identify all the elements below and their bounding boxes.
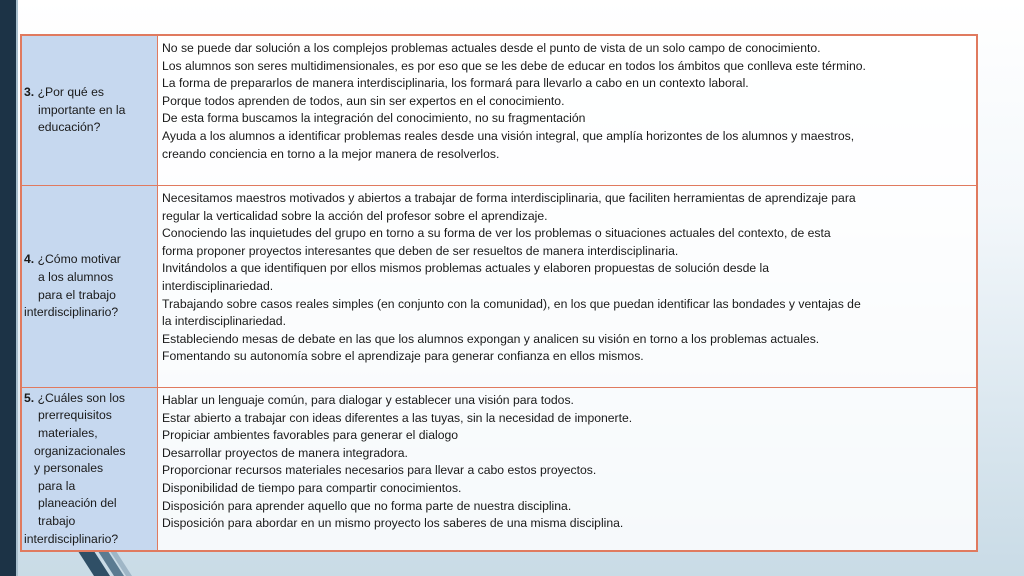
answer-line: Propiciar ambientes favorables para generar el dialogo bbox=[162, 428, 459, 443]
answer-line: interdisciplinariedad. bbox=[162, 278, 274, 293]
answer-line: Estableciendo mesas de debate en las que los alumnos expongan y analicen su visión en torno a los problemas actuales. bbox=[162, 331, 820, 346]
question-number: 5. bbox=[24, 390, 35, 405]
answer-line: La forma de prepararlos de manera interdisciplinaria, los formará para llevarlo a cabo en un contexto laboral. bbox=[162, 76, 749, 91]
question-text: ¿Cuáles son los bbox=[37, 390, 125, 405]
question-line: interdisciplinario? bbox=[24, 305, 119, 320]
answer-cell-5 bbox=[158, 388, 977, 551]
answer-line: la interdisciplinariedad. bbox=[162, 314, 286, 329]
question-line: educación? bbox=[38, 120, 101, 135]
question-text: ¿Cómo motivar bbox=[37, 252, 121, 267]
answer-line: Estar abierto a trabajar con ideas diferentes a las tuyas, sin la necesidad de imponerte. bbox=[162, 410, 633, 425]
question-line: prerrequisitos bbox=[38, 408, 112, 423]
question-line bbox=[24, 84, 155, 102]
table-row-3 bbox=[22, 36, 977, 186]
question-number: 4. bbox=[24, 252, 35, 267]
question-text: ¿Por qué es bbox=[37, 85, 104, 100]
left-stripe-light bbox=[16, 0, 18, 576]
question-line: para la bbox=[38, 478, 76, 493]
answer-cell-3 bbox=[158, 36, 977, 186]
answer-cell-4 bbox=[158, 186, 977, 388]
question-cell-5 bbox=[22, 388, 158, 551]
answer-line: Los alumnos son seres multidimensionales, es por eso que se les debe de educar en todos los ámbitos que conlleva este término. bbox=[162, 58, 866, 73]
answer-line: Trabajando sobre casos reales simples (en conjunto con la comunidad), en los que puedan identificar las bondades y ventajas de bbox=[162, 296, 861, 311]
answer-line: Disponibilidad de tiempo para compartir conocimientos. bbox=[162, 480, 462, 495]
answer-line: No se puede dar solución a los complejos problemas actuales desde el punto de vista de un solo campo de conocimiento. bbox=[162, 41, 821, 55]
question-line: y personales bbox=[34, 461, 104, 476]
answer-line: Invitándolos a que identifiquen por ellos mismos problemas actuales y elaboren propuestas de solución desde la bbox=[162, 261, 770, 276]
answer-line: De esta forma buscamos la integración del conocimiento, no su fragmentación bbox=[162, 111, 586, 126]
question-line: materiales, bbox=[38, 426, 98, 441]
answer-line: Porque todos aprenden de todos, aun sin ser expertos en el conocimiento. bbox=[162, 93, 565, 108]
question-line: trabajo bbox=[38, 513, 76, 528]
answer-line: Disposición para aprender aquello que no forma parte de nuestra disciplina. bbox=[162, 498, 572, 513]
answer-line: Conociendo las inquietudes del grupo en torno a su forma de ver los problemas o situaciones actuales del contexto, de esta bbox=[162, 226, 831, 241]
answer-line: Desarrollar proyectos de manera integradora. bbox=[162, 445, 408, 460]
question-cell-3 bbox=[22, 36, 158, 186]
answer-line: Necesitamos maestros motivados y abiertos a trabajar de forma interdisciplinaria, que faciliten herramientas de aprendizaje para bbox=[162, 191, 856, 205]
question-cell-4 bbox=[22, 186, 158, 388]
question-line: planeación del bbox=[38, 496, 117, 511]
answer-line: Fomentando su autonomía sobre el aprendizaje para generar confianza en ellos mismos. bbox=[162, 349, 644, 364]
question-line bbox=[24, 251, 155, 269]
content-table bbox=[20, 34, 978, 552]
answer-line: Hablar un lenguaje común, para dialogar y establecer una visión para todos. bbox=[162, 393, 574, 407]
answer-line: Proporcionar recursos materiales necesarios para llevar a cabo estos proyectos. bbox=[162, 463, 597, 478]
left-stripe-dark bbox=[0, 0, 16, 576]
question-line: interdisciplinario? bbox=[24, 531, 119, 546]
question-line bbox=[24, 390, 155, 408]
answer-line: creando conciencia en torno a la mejor manera de resolverlos. bbox=[162, 146, 500, 161]
answer-line: Ayuda a los alumnos a identificar problemas reales desde una visión integral, que amplía horizontes de los alumnos y maestros, bbox=[162, 128, 855, 143]
question-line: para el trabajo bbox=[38, 287, 116, 302]
table-row-5 bbox=[22, 388, 977, 551]
answer-line: regular la verticalidad sobre la acción del profesor sobre el aprendizaje. bbox=[162, 208, 548, 223]
question-line: importante en la bbox=[38, 102, 126, 117]
qa-table bbox=[21, 35, 977, 551]
question-number: 3. bbox=[24, 85, 35, 100]
table-row-4 bbox=[22, 186, 977, 388]
question-line: organizacionales bbox=[34, 443, 126, 458]
question-line: a los alumnos bbox=[38, 269, 114, 284]
answer-line: Disposición para abordar en un mismo proyecto los saberes de una misma disciplina. bbox=[162, 516, 624, 531]
answer-line: forma proponer proyectos interesantes que deben de ser resueltos de manera interdisciplinaria. bbox=[162, 243, 679, 258]
